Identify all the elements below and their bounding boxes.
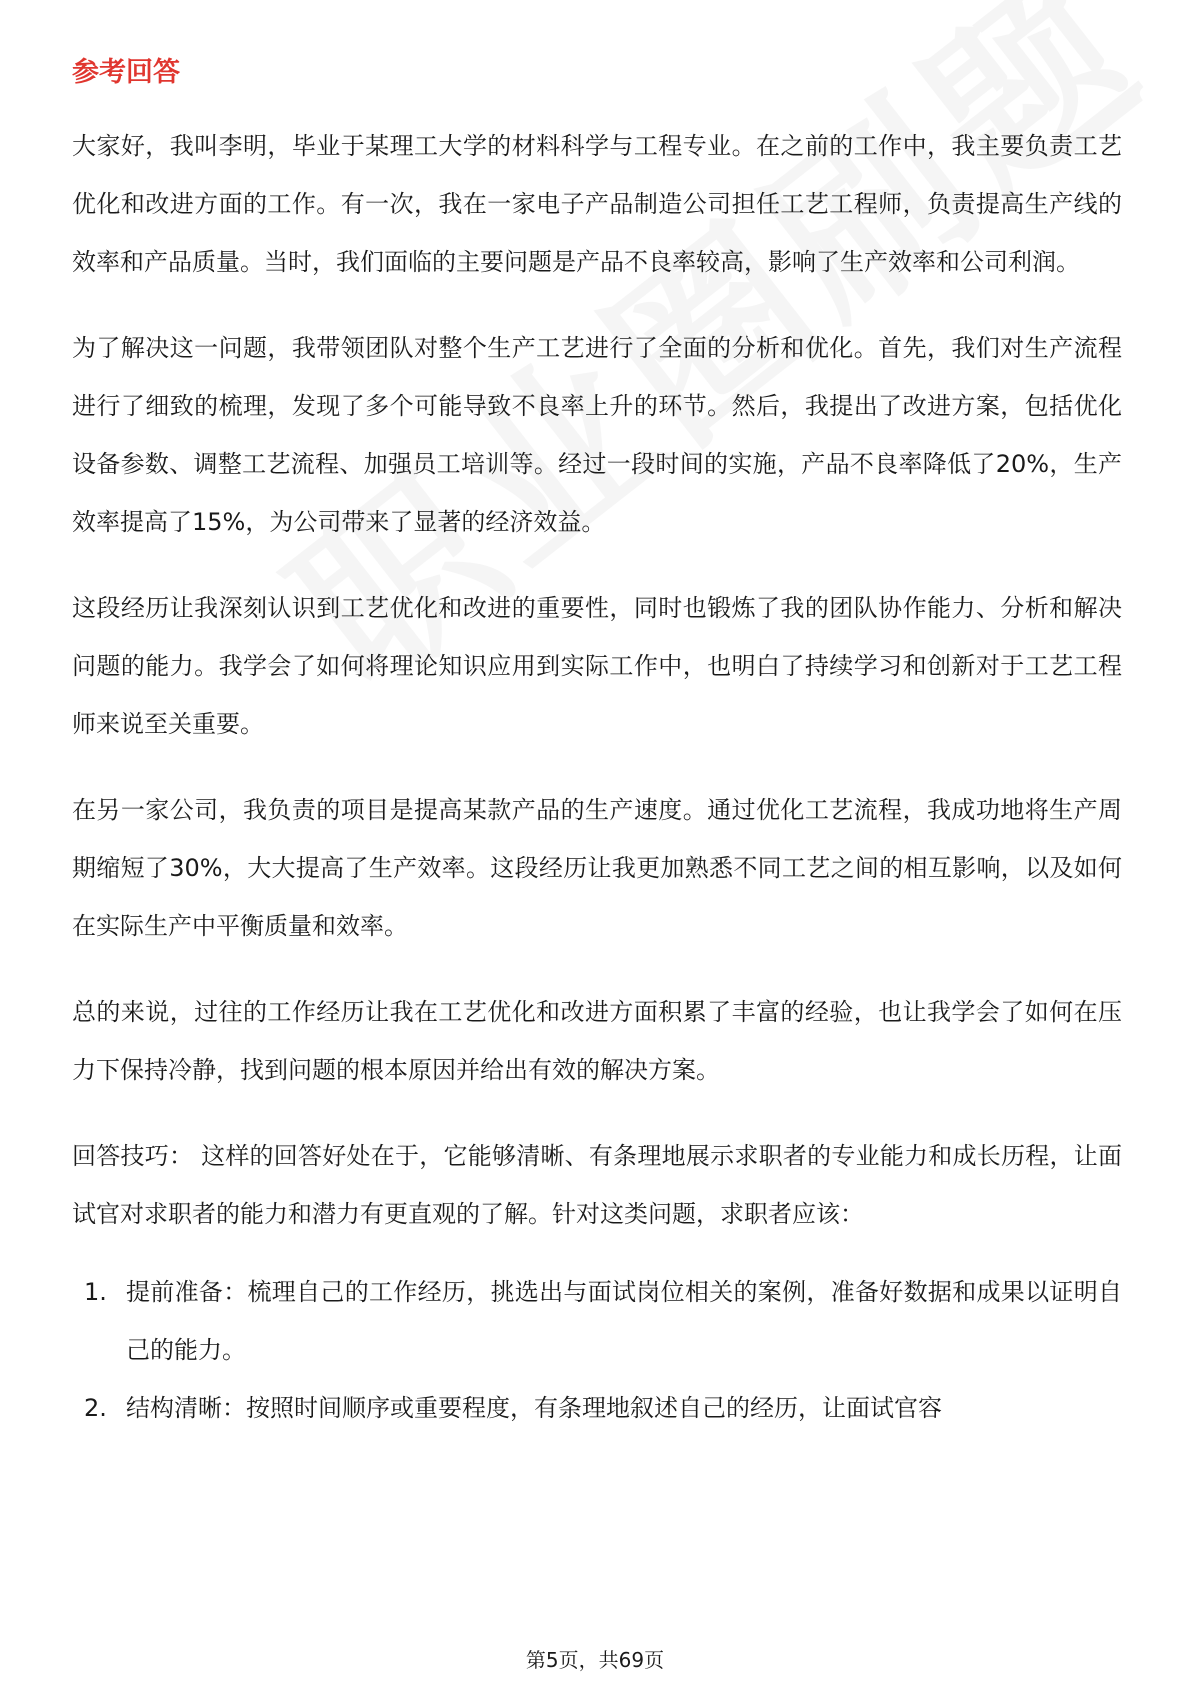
- tips-list: [72, 1263, 1122, 1437]
- paragraph-reflection: 这段经历让我深刻认识到工艺优化和改进的重要性，同时也锻炼了我的团队协作能力、分析和解决问题的能力。我学会了如何将理论知识应用到实际工作中，也明白了持续学习和创新对于工艺工程师来说至关重要。: [72, 594, 1122, 738]
- list-item-text: 结构清晰：按照时间顺序或重要程度，有条理地叙述自己的经历，让面试官容: [126, 1394, 942, 1422]
- paragraph-intro: 大家好，我叫李明，毕业于某理工大学的材料科学与工程专业。在之前的工作中，我主要负责工艺优化和改进方面的工作。有一次，我在一家电子产品制造公司担任工艺工程师，负责提高生产线的效率和产品质量。当时，我们面临的主要问题是产品不良率较高，影响了生产效率和公司利润。: [72, 132, 1122, 276]
- list-item-text: 提前准备：梳理自己的工作经历，挑选出与面试岗位相关的案例，准备好数据和成果以证明自己的能力。: [126, 1278, 1122, 1364]
- paragraph-solution: 为了解决这一问题，我带领团队对整个生产工艺进行了全面的分析和优化。首先，我们对生产流程进行了细致的梳理，发现了多个可能导致不良率上升的环节。然后，我提出了改进方案，包括优化设备参数、调整工艺流程、加强员工培训等。经过一段时间的实施，产品不良率降低了20%，生产效率提高了15%，为公司带来了显著的经济效益。: [72, 334, 1122, 536]
- list-item: [72, 1379, 1122, 1437]
- paragraph-summary: 总的来说，过往的工作经历让我在工艺优化和改进方面积累了丰富的经验，也让我学会了如何在压力下保持冷静，找到问题的根本原因并给出有效的解决方案。: [72, 998, 1122, 1084]
- answer-tips: 回答技巧： 这样的回答好处在于，它能够清晰、有条理地展示求职者的专业能力和成长历程，让面试官对求职者的能力和潜力有更直观的了解。针对这类问题，求职者应该：: [72, 1142, 1122, 1228]
- page-number: 第5页，共69页: [525, 1648, 665, 1672]
- paragraph-second-project: 在另一家公司，我负责的项目是提高某款产品的生产速度。通过优化工艺流程，我成功地将生产周期缩短了30%，大大提高了生产效率。这段经历让我更加熟悉不同工艺之间的相互影响，以及如何在实际生产中平衡质量和效率。: [72, 796, 1122, 940]
- list-item-number: 2.: [84, 1394, 107, 1422]
- list-item-number: 1.: [84, 1278, 107, 1306]
- list-item: [72, 1263, 1122, 1379]
- answer-body: [72, 117, 1122, 1437]
- section-heading: 参考回答: [72, 57, 180, 88]
